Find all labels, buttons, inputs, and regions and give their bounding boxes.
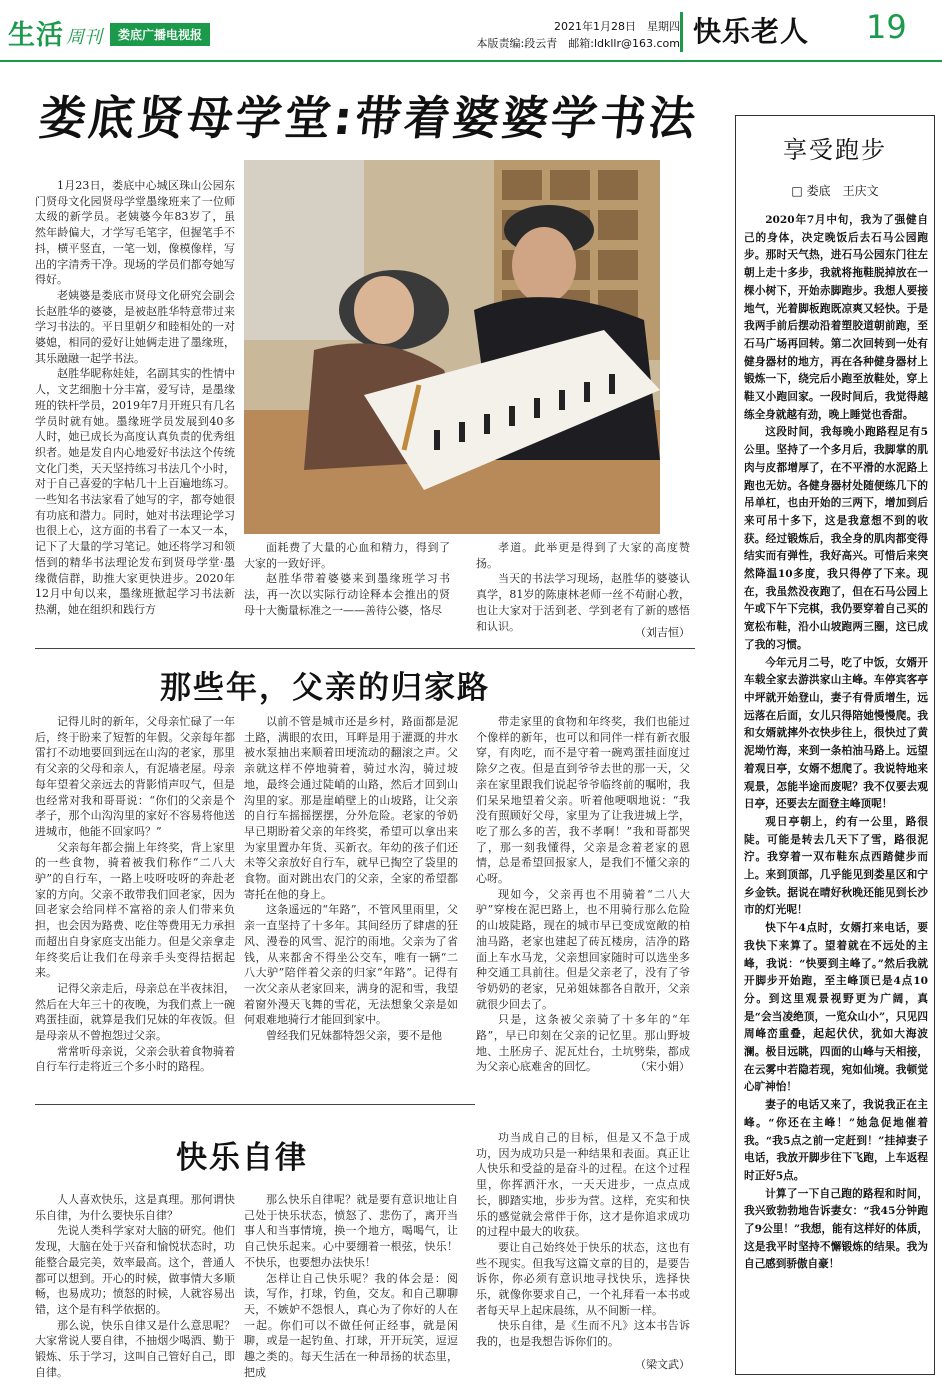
masthead-brand	[8, 12, 210, 52]
article2-col3: 带走家里的食物和年终奖，我们也能过个像样的新年，也可以和同伴一样有新衣服穿，有肉吃，而不是守着一碗鸡蛋挂面度过除夕之夜。但是直到爷爷去世的那一天，父亲在家里跟我们说起爷爷临终前的嘱咐，我们呆呆地望着父亲。听着他哽咽地说：“我没有照顾好父母，家里为了让我进城上学，吃了那么多的苦，我不孝啊！”我和哥都哭了，那一刻我懂得，父亲是念着老家的恩情，总是希望回报家人，是我们不懂父亲的心呀。 现如今，父亲再也不用骑着“二八大驴”穿梭在泥巴路上，也不用骑行那么危险的山坡陡路，现在的城市早已变成宽敞的柏油马路，老家也建起了砖瓦楼房，洁净的路面上车水马龙，父亲想回家随时可以选坐多种交通工具前往。但是父亲老了，没有了爷爷奶奶的老家，兄弟姐妹都各自散开，父亲就很少回去了。 只是，这条被父亲骑了十多年的“年路”，早已印刻在父亲的记忆里。那山野坡地、土胚房子、泥瓦灶台，土坑劈柴，都成为父亲心底难舍的回忆。	[476, 715, 690, 1074]
calligraphy-photo-image	[244, 160, 660, 534]
article-divider-2	[35, 1104, 475, 1105]
article3-col1: 人人喜欢快乐，这是真理。那何谓快乐自律，为什么要快乐自律？ 先说人类科学家对大脑的研究。他们发现，大脑在处于兴奋和愉悦状态时，功能整合最完美，效率最高。这个，普通人都可以想到。开心的时候，做事情大多顺畅，也易成功；愤怒的时候，人就容易出错，这个是有科学依据的。 那么说，快乐自律又是什么意思呢？大家常说人要自律，不抽烟少喝酒、勤于锻炼、乐于学习，这叫自己管好自己，即自律。	[35, 1193, 235, 1379]
sidebar-author: □ 娄底 王庆文	[791, 184, 879, 198]
article2-headline: 那些年，父亲的归家路	[160, 670, 490, 706]
article1-col1: 1月23日，娄底中心城区珠山公园东门贤母文化园贤母学堂墨缘班来了一位师太级的新学员。老姨婆今年83岁了，虽然年龄偏大，才学写毛笔字，但握笔手不抖，横平竖直，一笔一划，像模像样，写出的字清秀干净。现场的学员们都夸她写得好。 老姨婆是娄底市贤母文化研究会副会长赵胜华的婆婆，是被赵胜华特意带过来学习书法的。平日里朝夕和睦相处的一对婆媳，相同的爱好让她俩走进了墨缘班，其乐融融一起学书法。 赵胜华昵称娃娃，名副其实的性情中人，文艺细胞十分丰富，爱写诗，是墨缘班的铁杆学员，2019年7月开班只有几名学员时就有她。墨缘班学员发展到40多人时，她已成长为高度认真负责的优秀组织者。她是发自内心地爱好书法这个传统文化门类，天天坚持练习书法几个小时，对于自己喜爱的字帖几十上百遍地练习。一些知名书法家看了她写的字，都夸她很有功底和潜力。同时，她对书法理论学习也很上心，这方面的书看了一本又一本，记下了大量的学习笔记。她还将学习和领悟到的精华书法理论发布到贤母学堂·墨缘微信群，助推大家更快进步。2020年12月中旬以来，墨缘班掀起学习书法新热潮，她在组织和践行方	[35, 179, 235, 616]
header-info	[477, 18, 680, 52]
article3-col2: 那么快乐自律呢？就是要有意识地让自己处于快乐状态，愤怒了、悲伤了，离开当事人和当事情境，换一个地方，喝喝气，让自己快乐起来。心中要绷着一根弦，快乐！不快乐，也要想办法快乐！ 怎样让自己快乐呢？我的体会是：阅读，写作，打球，钓鱼，交友。和自己聊聊天，不嫉妒不怨恨人，真心为了你好的人在一起。你们可以不做任何正经事，就是闲聊，或是一起钓鱼、打球，开开玩笑，逗逗趣之类的。每天生活在一种昂扬的状态里，把成	[244, 1193, 458, 1379]
article2-col2: 以前不管是城市还是乡村，路面都是泥土路，满眼的农田，耳畔是用于灌溉的井水被水泵抽出来顺着田埂流动的翻滚之声。父亲就这样不停地骑着，骑过水沟，骑过坡地，最终会通过陡峭的山路，然后才回到山沟里的家。那是崖峭壁上的山坡路，让父亲的自行车摇摇摆摆，分外危险。老家的爷奶早已期盼着父亲的年终奖，希望可以拿出来为家里置办年货、买新衣。年幼的孩子们还未等父亲放好自行车，就早已掏空了袋里的食物。面对跳出农门的父亲，全家的希望都寄托在他的身上。 这条遥远的“年路”，不管风里雨里，父亲一直坚持了十多年。其间经历了肆虐的狂风、漫卷的风雪、泥泞的雨地。父亲为了省钱，从来都舍不得坐公交车，唯有一辆“二八大驴”陪伴着父亲的归家“年路”。记得有一次父亲从老家回来，满身的泥和雪，我望着窗外漫天飞舞的雪花，无法想象父亲是如何艰难地骑行才能回到家中。 曾经我们兄妹都特怨父亲，要不是他	[244, 715, 458, 1043]
brand-sub: 周刊	[66, 27, 102, 48]
article1-col2: 面耗费了大量的心血和精力，得到了大家的一致好评。 赵胜华带着婆婆来到墨缘班学习书法，再一次以实际行动诠释本会推出的贤母十大衡量标准之一——善待公婆，恪尽	[244, 541, 450, 617]
date-line: 2021年1月28日 星期四	[554, 20, 680, 33]
article3-headline: 快乐自律	[176, 1140, 308, 1176]
sidebar-column	[735, 115, 935, 1375]
article3-col3: 功当成自己的目标，但是又不急于成功，因为成功只是一种结果和表面。真正让人快乐和受益的是奋斗的过程。在这个过程里，你挥洒汗水，一天天进步，一点点成长，脚踏实地，步步为营。这样，充实和快乐的感觉就会常伴于你，这才是你追求成功的过程中最大的收获。 要让自己始终处于快乐的状态，这也有些不现实。但我写这篇文章的目的，是要告诉你，你必须有意识地寻找快乐，选择快乐，就像你要求自己，一个礼拜看一本书或者每天早上起床晨练，从不间断一样。 快乐自律，是《生而不凡》这本书告诉我的，也是我想告诉你们的。	[476, 1131, 690, 1349]
editor-line: 本版责编:段云青 邮箱:ldkllr@163.com	[476, 37, 680, 50]
article1-signature: （刘吉恒）	[635, 626, 690, 639]
sidebar-text: 2020年7月中旬，我为了强健自己的身体，决定晚饭后去石马公园跑步。那时天气热，进石马公园东门往左朝上走十多步，我就将拖鞋脱掉放在一棵小树下，开始赤脚跑步。我想人要接地气，光着脚板跑既凉爽又轻快。于是我两手前后摆动沿着塑胶道朝前跑，至石马广场再回转。第二次回转到一处有健身器材的地方，再在各种健身器材上锻炼一下，绕完后小跑至放鞋处，穿上鞋又小跑回家。一段时间后，我觉得越练全身就越有劲，晚上睡觉也香甜。 这段时间，我每晚小跑路程足有5公里。坚持了一个多月后，我脚掌的肌肉与皮都增厚了，在不平滑的水泥路上跑也无妨。各健身器材处随便练几下的吊单杠，也由开始的三两下，增加到后来可吊十多下，这是我意想不到的收获。经过锻炼后，我全身的肌肉都变得结实而有弹性，我好高兴。可惜后来突然降温10多度，我只得停了下来。现在，我虽然没夜跑了，但在石马公园上午或下午下完棋，我仍要穿着自己买的宽松布鞋，沿小山坡跑两三圈，这已成了我的习惯。 今年元月二号，吃了中饭，女婿开车载全家去游洪家山主峰。车停宾客亭中坪就开始登山，妻子有骨质增生，远远落在后面，女儿只得陪她慢慢爬。我和女婿就摔外衣快步往上，很快过了黄泥坳竹海，来到一条柏油马路上。远望着观日亭，女婿不想爬了。我说特地来观景，怎能半途而废呢？我不仅要去观日亭，还要去左面登主峰顶呢！ 观日亭朝上，约有一公里，路很陡。可能是转去几天下了雪，路很泥泞。我穿着一双布鞋东点西踏健步而上。来到顶部，几乎能见到娄星区和宁乡金铁。据说在晴好秋晚还能见到长沙市的灯光呢！ 快下午4点时，女婿打来电话，要我快下来算了。望着就在不远处的主峰，我说：“快要到主峰了。”然后我就开脚步开始跑，至主峰顶已是4点10分。到这里观景视野更为广阔，真是“会当凌绝顶，一览众山小”，只见四周峰峦重叠，起起伏伏，犹如大海波澜。极目远眺，四面的山峰与天相接，在云雾中若隐若现，宛如仙境。我顿觉心旷神怡！ 妻子的电话又来了，我说我正在主峰。“你还在主峰！”她急促地催着我。“我5点之前一定赶到！”挂掉妻子电话，我放开脚步往下飞跑，上车返程时正好5点。 计算了一下自己跑的路程和时间，我兴致勃勃地告诉妻女：“我45分钟跑了9公里！”我想，能有这样好的体质，这是我平时坚持不懈锻炼的结果。我为自己感到骄傲自豪！	[744, 214, 928, 1271]
page-number: 19	[866, 8, 907, 46]
article-divider-1	[35, 648, 695, 649]
section-title: 快乐老人	[693, 15, 810, 48]
article3-signature: （梁文武）	[635, 1358, 690, 1371]
header-divider	[680, 12, 683, 52]
brand-tag: 娄底广播电视报	[110, 23, 210, 46]
brand-main: 生活	[8, 20, 64, 51]
sidebar-title: 享受跑步	[783, 136, 887, 164]
article2-col1: 记得儿时的新年，父母亲忙碌了一年后，终于盼来了短暂的年假。父亲每年都雷打不动地要回到远在山沟的老家，那里有父亲的父母和亲人，有泥墙老屋。母亲每年望着父亲远去的背影悄声叹气，但是也经常对我和哥哥说：“你们的父亲是个孝子，那个山沟沟里的家好不容易将他送进城市，他能不回家吗？” 父亲每年都会揣上年终奖，背上家里的一些食物，骑着被我们称作“二八大驴”的自行车，一路上吱呀吱呀的奔赴老家的方向。父亲不敢带我们回老家，因为回老家会给同样不富裕的亲人们带来负担，也会因为路费、吃住等费用无力承担而超出自身家庭支出能力。但是父亲拿走年终奖后让我们在母亲手头变得拮据起来。 记得父亲走后，母亲总在半夜抹泪，然后在大年三十的夜晚，为我们煮上一碗鸡蛋挂面，就算是我们兄妹的年夜饭。但是母亲从不曾抱怨过父亲。 常常听母亲说，父亲会驮着食物骑着自行车行走将近三个多小时的路程。	[35, 715, 235, 1074]
article2-signature: （宋小娟）	[635, 1060, 690, 1073]
article1-col3: 孝道。此举更是得到了大家的高度赞扬。 当天的书法学习现场，赵胜华的婆婆认真学，81岁的陈康林老师一丝不苟耐心教，也让大家对于活到老、学到老有了新的感悟和认识。	[476, 541, 690, 633]
article1-headline: 娄底贤母学堂:带着婆婆学书法	[36, 91, 701, 145]
header-rule	[0, 60, 942, 62]
article1-photo	[244, 160, 660, 534]
